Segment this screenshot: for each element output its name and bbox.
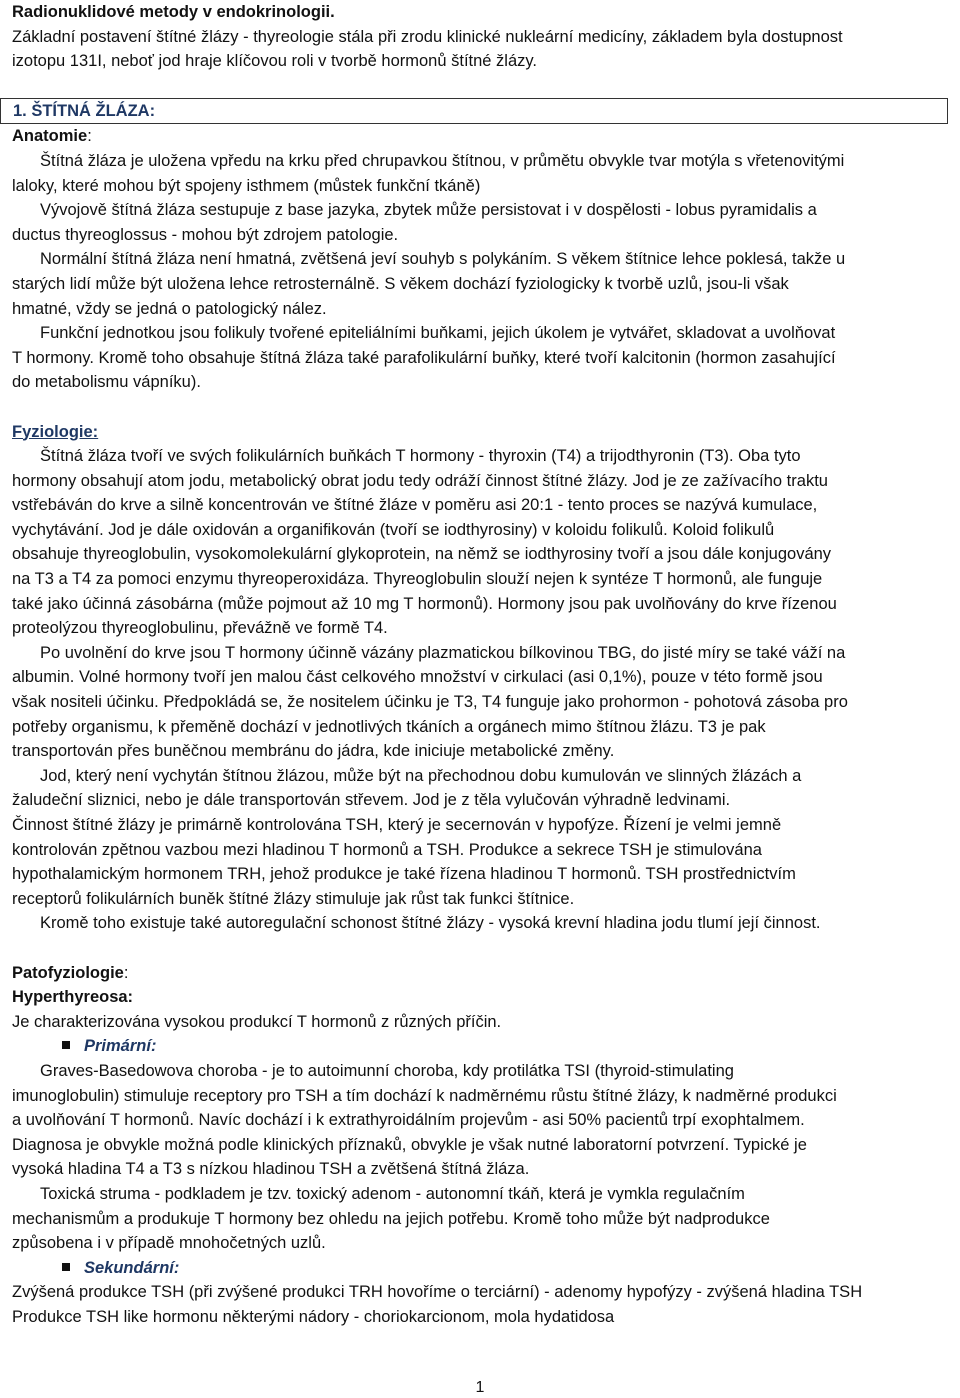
text-line: do metabolismu vápníku). — [12, 373, 201, 392]
text-line: a uvolňování T hormonů. Navíc dochází i k extrathyroidálním projevům - asi 50% pacientů trpí exophtalmem. — [12, 1111, 805, 1130]
text-line: hormony obsahují atom jodu, metabolický obrat jodu tedy odráží činnost štítné žlázy. Jod je ze zažívacího traktu — [12, 471, 828, 490]
text-line: Zvýšená produkce TSH (při zvýšené produkci TRH hovoříme o terciární) - adenomy hypofýzy - zvýšená hladina TSH — [12, 1283, 863, 1302]
text-line: Kromě toho existuje také autoregulační schonost štítné žlázy - vysoká krevní hladina jodu tlumí její činnost. — [40, 914, 821, 933]
text-line: Normální štítná žláza není hmatná, zvětšená jeví souhyb s polykáním. S věkem štítnice lehce poklesá, takže u — [40, 250, 846, 269]
secondary-text — [12, 1280, 948, 1329]
intro-paragraph — [12, 25, 948, 74]
text-line: imunoglobulin) stimuluje receptory pro TSH a tím dochází k nadměrnému růstu štítné žlázy, k nadměrné produkci — [12, 1086, 837, 1105]
text-line: mechanismům a produkuje T hormony bez ohledu na jejich potřebu. Kromě toho může být nadprodukce — [12, 1209, 770, 1228]
text-line: proteolýzou thyreoglobulinu, převážně ve formě T4. — [12, 619, 388, 638]
text-line: potřeby organismu, k přeměně dochází v jednotlivých tkáních a orgánech mimo štítnou žlázu. T3 je pak — [12, 717, 766, 736]
hyperthyreosis-heading: Hyperthyreosa: — [12, 988, 134, 1007]
text-line: Vývojově štítná žláza sestupuje z base jazyka, zbytek může persistovat i v dospělosti - lobus pyramidalis a — [40, 201, 817, 220]
text-line: receptorů folikulárních buněk štítné žlázy stimuluje jak růst tak funkci štítnice. — [12, 889, 575, 908]
text-line: však nositeli účinku. Předpokládá se, že nositelem účinku je T3, T4 funguje jako prohormon - pohotová zásoba pro — [12, 693, 848, 712]
anatomy-heading — [12, 124, 948, 149]
text-line: na T3 a T4 za pomoci enzymu thyreoperoxidáza. Thyreoglobulin slouží nejen k syntéze T hormonů, ale funguje — [12, 570, 823, 589]
text-line: Štítná žláza je uložena vpředu na krku před chrupavkou štítnou, v průmětu obvykle tvar motýla s vřetenovitými — [40, 151, 845, 170]
text-line: starých lidí může být uložena lehce retrosternálně. S věkem dochází fyziologicky k tvorbě uzlů, jsou-li však — [12, 274, 789, 293]
text-line: způsobena i v případě mnohočetných uzlů. — [12, 1234, 326, 1253]
text-line: Štítná žláza tvoří ve svých folikulárních buňkách T hormony - thyroxin (T4) a trijodthyronin (T3). Oba tyto — [40, 447, 801, 466]
text-line: také jako účinná zásobárna (může pojmout až 10 mg T hormonů). Hormony jsou pak uvolňovány do krve řízenou — [12, 594, 837, 613]
text-line: Po uvolnění do krve jsou T hormony účinně vázány plazmatickou bílkovinou TBG, do jisté míry se také váží na — [40, 643, 846, 662]
intro-line: Základní postavení štítné žlázy - thyreologie stála při zrodu klinické nukleární medicíny, základem byla dostupnost — [12, 27, 843, 46]
primary-bullet — [12, 1034, 948, 1059]
text-line: hmatné, vždy se jedná o patologický nález. — [12, 299, 327, 318]
document-title: Radionuklidové metody v endokrinologii. — [12, 3, 335, 21]
secondary-label: Sekundární: — [84, 1258, 180, 1277]
text-line: Činnost štítné žlázy je primárně kontrolována TSH, který je secernován v hypofýze. Řízení je velmi jemně — [12, 816, 782, 834]
text-line: vychytávání. Jod je dále oxidován a organifikován (tvoří se iodthyrosiny) v koloidu folikulů. Koloid folikulů — [12, 520, 775, 539]
primary-label: Primární: — [84, 1037, 157, 1056]
physiology-heading: Fyziologie: — [12, 422, 99, 441]
anatomy-label: Anatomie — [12, 127, 88, 146]
text-line: Toxická struma - podkladem je tzv. toxický adenom - autonomní tkáň, která je vymkla regulačním — [40, 1184, 745, 1203]
text-line: Produkce TSH like hormonu některými nádory - choriokarcionom, mola hydatidosa — [12, 1307, 615, 1326]
text-line: Graves-Basedowova choroba - je to autoimunní choroba, kdy protilátka TSI (thyroid-stimulating — [40, 1061, 734, 1080]
page-number: 1 — [475, 1379, 485, 1396]
secondary-bullet — [12, 1256, 948, 1281]
anatomy-label-colon: : — [87, 127, 92, 146]
physiology-text — [12, 444, 948, 936]
text-line: Diagnosa je obvykle možná podle klinických příznaků, obvykle je však nutné laboratorní potvrzení. Typické je — [12, 1135, 807, 1154]
text-line: laloky, které mohou být spojeny isthmem (můstek funkční tkáně) — [12, 176, 481, 195]
text-line: obsahuje thyreoglobulin, vysokomolekulární glykoprotein, na němž se iodthyrosiny tvoří a jsou dále konjugovány — [12, 545, 832, 564]
text-line: hypothalamickým hormonem TRH, jehož produkce je také řízena hladinou T hormonů. TSH prostřednictvím — [12, 865, 796, 884]
text-line: T hormony. Kromě toho obsahuje štítná žláza také parafolikulární buňky, které tvoří kalcitonin (hormon zasahující — [12, 348, 836, 367]
text-line: kontrolován zpětnou vazbou mezi hladinou T hormonů a TSH. Produkce a sekrece TSH je stimulována — [12, 840, 762, 859]
text-line: Funkční jednotkou jsou folikuly tvořené epiteliálními buňkami, jejich úkolem je vytvářet, skladovat a uvolňovat — [40, 324, 836, 343]
intro-line: izotopu 131I, neboť jod hraje klíčovou roli v tvorbě hormonů štítné žlázy. — [12, 52, 538, 71]
anatomy-text — [12, 149, 948, 395]
pathophysiology-label-colon: : — [123, 963, 129, 982]
section-heading: 1. ŠTÍTNÁ ŽLÁZA: — [0, 98, 948, 124]
square-bullet-icon — [62, 1041, 70, 1049]
square-bullet-icon — [62, 1263, 70, 1271]
pathophysiology-label: Patofyziologie — [12, 963, 124, 982]
text-line: albumin. Volné hormony tvoří jen malou část celkového množství v cirkulaci (asi 0,1%), pouze v této formě jsou — [12, 668, 823, 687]
text-line: vstřebáván do krve a silně koncentrován ve štítné žláze v poměru asi 20:1 - tento proces se nazývá kumulace, — [12, 496, 818, 515]
text-line: ductus thyreoglossus - mohou být zdrojem patologie. — [12, 225, 399, 244]
primary-text — [12, 1059, 948, 1256]
text-line: žaludeční sliznici, nebo je dále transportován střevem. Jod je z těla vylučován výhradně ledvinami. — [12, 791, 731, 810]
hyperthyreosis-intro: Je charakterizována vysokou produkcí T hormonů z různých příčin. — [12, 1012, 502, 1031]
text-line: vysoká hladina T4 a T3 s nízkou hladinou TSH a zvětšená štítná žláza. — [12, 1160, 530, 1179]
text-line: Jod, který není vychytán štítnou žlázou, může být na přechodnou dobu kumulován ve slinných žlázách a — [40, 766, 802, 785]
text-line: transportován přes buněčnou membránu do jádra, kde iniciuje metabolické změny. — [12, 742, 615, 761]
pathophysiology-heading — [12, 961, 948, 986]
